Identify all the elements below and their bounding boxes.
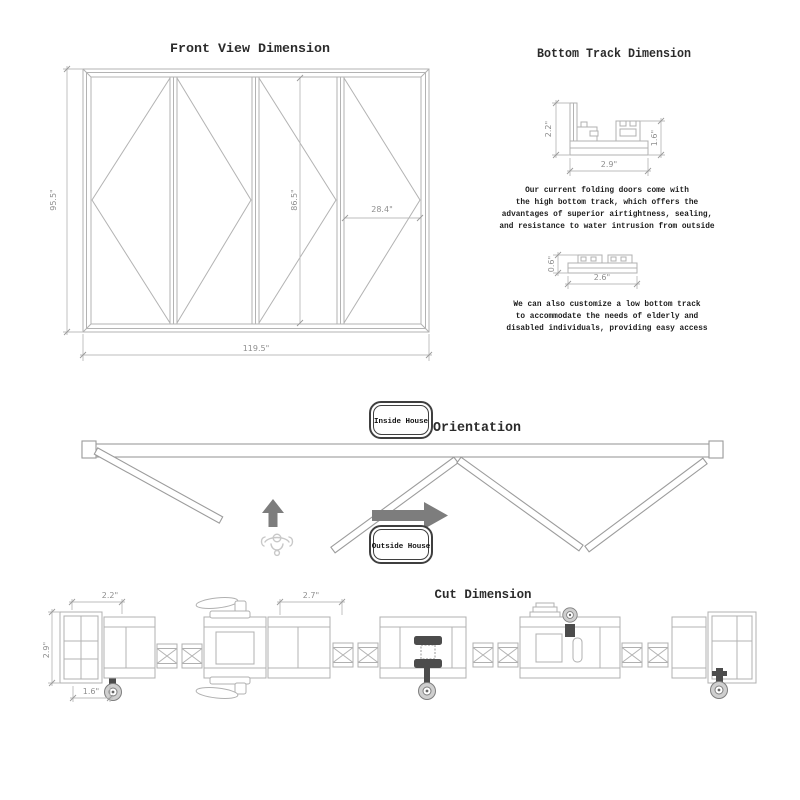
front-view-title: Front View Dimension xyxy=(170,41,331,56)
right-arrow-icon xyxy=(372,502,448,529)
glazing-junction-2b xyxy=(358,643,378,667)
high-track-left-height-label: 2.2" xyxy=(544,120,553,138)
panel-profile-e xyxy=(672,617,706,678)
high-note-line-2: the high bottom track, which offers the xyxy=(515,199,699,207)
high-note-line-3: advantages of superior airtightness, sealing, xyxy=(501,211,713,219)
left-jamb-profile xyxy=(60,612,102,683)
panel-width-dim xyxy=(342,205,423,221)
fold-panel-3 xyxy=(585,458,707,552)
orientation-section xyxy=(82,402,723,563)
overall-height-label: 95.5" xyxy=(49,189,58,211)
cut-stile-width-dim xyxy=(277,591,345,615)
cut-title: Cut Dimension xyxy=(434,587,532,602)
handle-stile-profile xyxy=(204,617,266,678)
swing-panel xyxy=(94,448,222,523)
low-note-line-1: We can also customize a low bottom track xyxy=(513,301,701,309)
cut-jamb-width-label: 2.2" xyxy=(101,591,119,600)
front-view-section xyxy=(49,41,432,361)
high-track-right-height-label: 1.6" xyxy=(650,129,659,147)
door-handle-top xyxy=(196,596,250,618)
low-track-width-dim xyxy=(565,273,640,289)
inside-house-badge xyxy=(370,402,432,438)
overall-width-dim xyxy=(80,334,432,361)
right-pivot-roller xyxy=(711,668,728,699)
high-note-line-4: and resistance to water intrusion from outside xyxy=(499,223,715,231)
high-track-profile xyxy=(570,103,648,155)
cut-stile-width-label: 2.7" xyxy=(302,591,320,600)
cut-section xyxy=(42,587,756,702)
outside-house-badge xyxy=(370,526,432,563)
door-handle-bottom xyxy=(196,677,250,700)
glazing-junction-3a xyxy=(473,643,493,667)
bottom-track-title: Bottom Track Dimension xyxy=(537,46,692,61)
panel-width-label: 28.4" xyxy=(371,205,393,214)
cut-frame-depth-dim xyxy=(42,609,60,686)
cut-jamb-width-dim xyxy=(69,591,125,614)
glazing-junction-4b xyxy=(648,643,668,667)
glazing-junction-1a xyxy=(157,644,177,668)
top-carrier-trolley xyxy=(530,603,560,617)
low-track-note xyxy=(506,301,708,333)
high-track-width-dim xyxy=(567,158,651,176)
up-arrow-icon xyxy=(262,499,284,527)
mullions xyxy=(170,77,344,324)
cut-track-width-label: 1.6" xyxy=(82,687,100,696)
fold-panel-2 xyxy=(457,457,583,551)
low-note-line-2: to accommodate the needs of elderly and xyxy=(515,313,699,321)
high-track-note xyxy=(499,187,715,231)
high-track-width-label: 2.9" xyxy=(600,160,618,169)
cut-frame-depth-label: 2.9" xyxy=(42,641,51,659)
panel-height-dim xyxy=(290,75,303,326)
glazing-junction-3b xyxy=(498,643,518,667)
high-track-left-dim xyxy=(544,100,570,158)
panel-height-label: 86.5" xyxy=(290,189,299,211)
low-note-line-3: disabled individuals, providing easy access xyxy=(506,325,708,333)
low-track-profile xyxy=(568,255,637,273)
bottom-track-section xyxy=(499,46,715,333)
panel-profile-b xyxy=(268,617,330,678)
glazing-junction-1b xyxy=(182,644,202,668)
inside-house-label: Inside House xyxy=(373,418,429,426)
glazing-junction-4a xyxy=(622,643,642,667)
glazing-junction-2a xyxy=(333,643,353,667)
overall-width-label: 119.5" xyxy=(242,344,270,353)
person-top-view-icon xyxy=(262,534,293,555)
low-track-height-label: 0.6" xyxy=(547,255,556,273)
high-note-line-1: Our current folding doors come with xyxy=(525,187,689,195)
plan-track xyxy=(82,441,723,458)
low-track-width-label: 2.6" xyxy=(593,273,611,282)
overall-height-dim xyxy=(49,66,83,335)
panel-profile-a xyxy=(104,617,155,678)
outside-house-label: Outside House xyxy=(371,543,431,551)
orientation-title: Orientation xyxy=(433,420,521,436)
